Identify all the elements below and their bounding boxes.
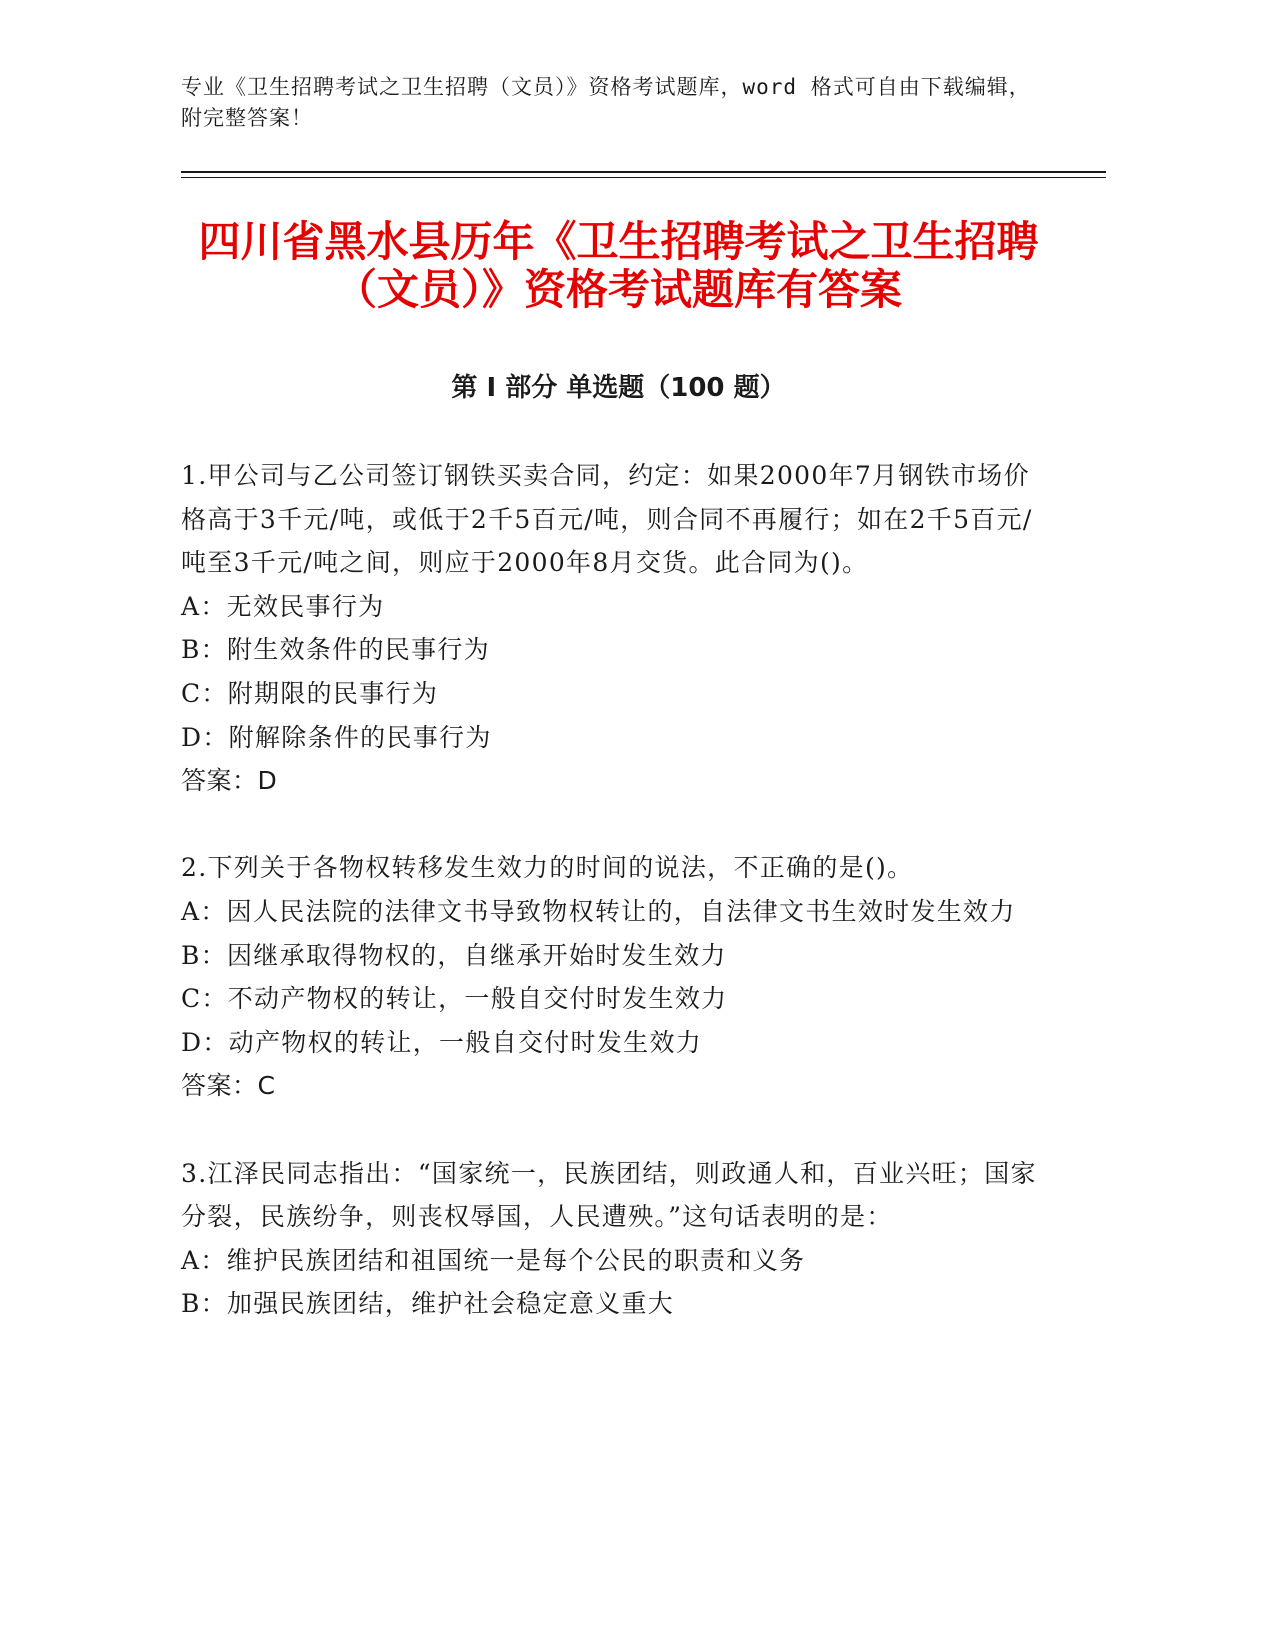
option-d: D：附解除条件的民事行为: [181, 722, 492, 752]
question-3: [181, 1152, 1041, 1326]
option-c: C：不动产物权的转让，一般自交付时发生效力: [181, 984, 728, 1014]
question-stem: 3.江泽民同志指出：“国家统一，民族团结，则政通人和，百业兴旺；国家分裂，民族纷争，则丧权辱国，人民遭殃。”这句话表明的是：: [181, 1158, 1037, 1232]
document-title: 四川省黑水县历年《卫生招聘考试之卫生招聘（文员）》资格考试题库有答案: [198, 217, 1039, 314]
question-stem: 1.甲公司与乙公司签订钢铁买卖合同，约定：如果2000年7月钢铁市场价格高于3千元/吨，或低于2千5百元/吨，则合同不再履行；如在2千5百元/吨至3千元/吨之间，则应于2000年8月交货。此合同为()。: [181, 461, 1033, 578]
option-b: B：附生效条件的民事行为: [181, 635, 490, 665]
option-b: B：加强民族团结，维护社会稳定意义重大: [181, 1289, 675, 1319]
question-list: [181, 454, 1041, 1369]
option-a: A：维护民族团结和祖国统一是每个公民的职责和义务: [181, 1245, 806, 1275]
section-title: 第 I 部分 单选题（100 题）: [451, 373, 786, 403]
option-a: A：无效民事行为: [181, 591, 385, 621]
option-c: C：附期限的民事行为: [181, 678, 439, 708]
question-2: [181, 846, 1041, 1108]
option-a: A：因人民法院的法律文书导致物权转让的，自法律文书生效时发生效力: [181, 896, 1016, 926]
question-stem: 2.下列关于各物权转移发生效力的时间的说法，不正确的是()。: [181, 853, 914, 883]
answer-line: 答案：D: [181, 766, 278, 796]
answer-line: 答案：C: [181, 1071, 276, 1101]
question-1: [181, 454, 1041, 803]
header-note: 专业《卫生招聘考试之卫生招聘（文员）》资格考试题库，word 格式可自由下载编辑，附完整答案！: [181, 75, 1031, 130]
option-d: D：动产物权的转让，一般自交付时发生效力: [181, 1027, 703, 1057]
option-b: B：因继承取得物权的，自继承开始时发生效力: [181, 940, 727, 970]
header-rule-thin: [181, 177, 1106, 178]
header-rule-thick: [181, 171, 1106, 173]
